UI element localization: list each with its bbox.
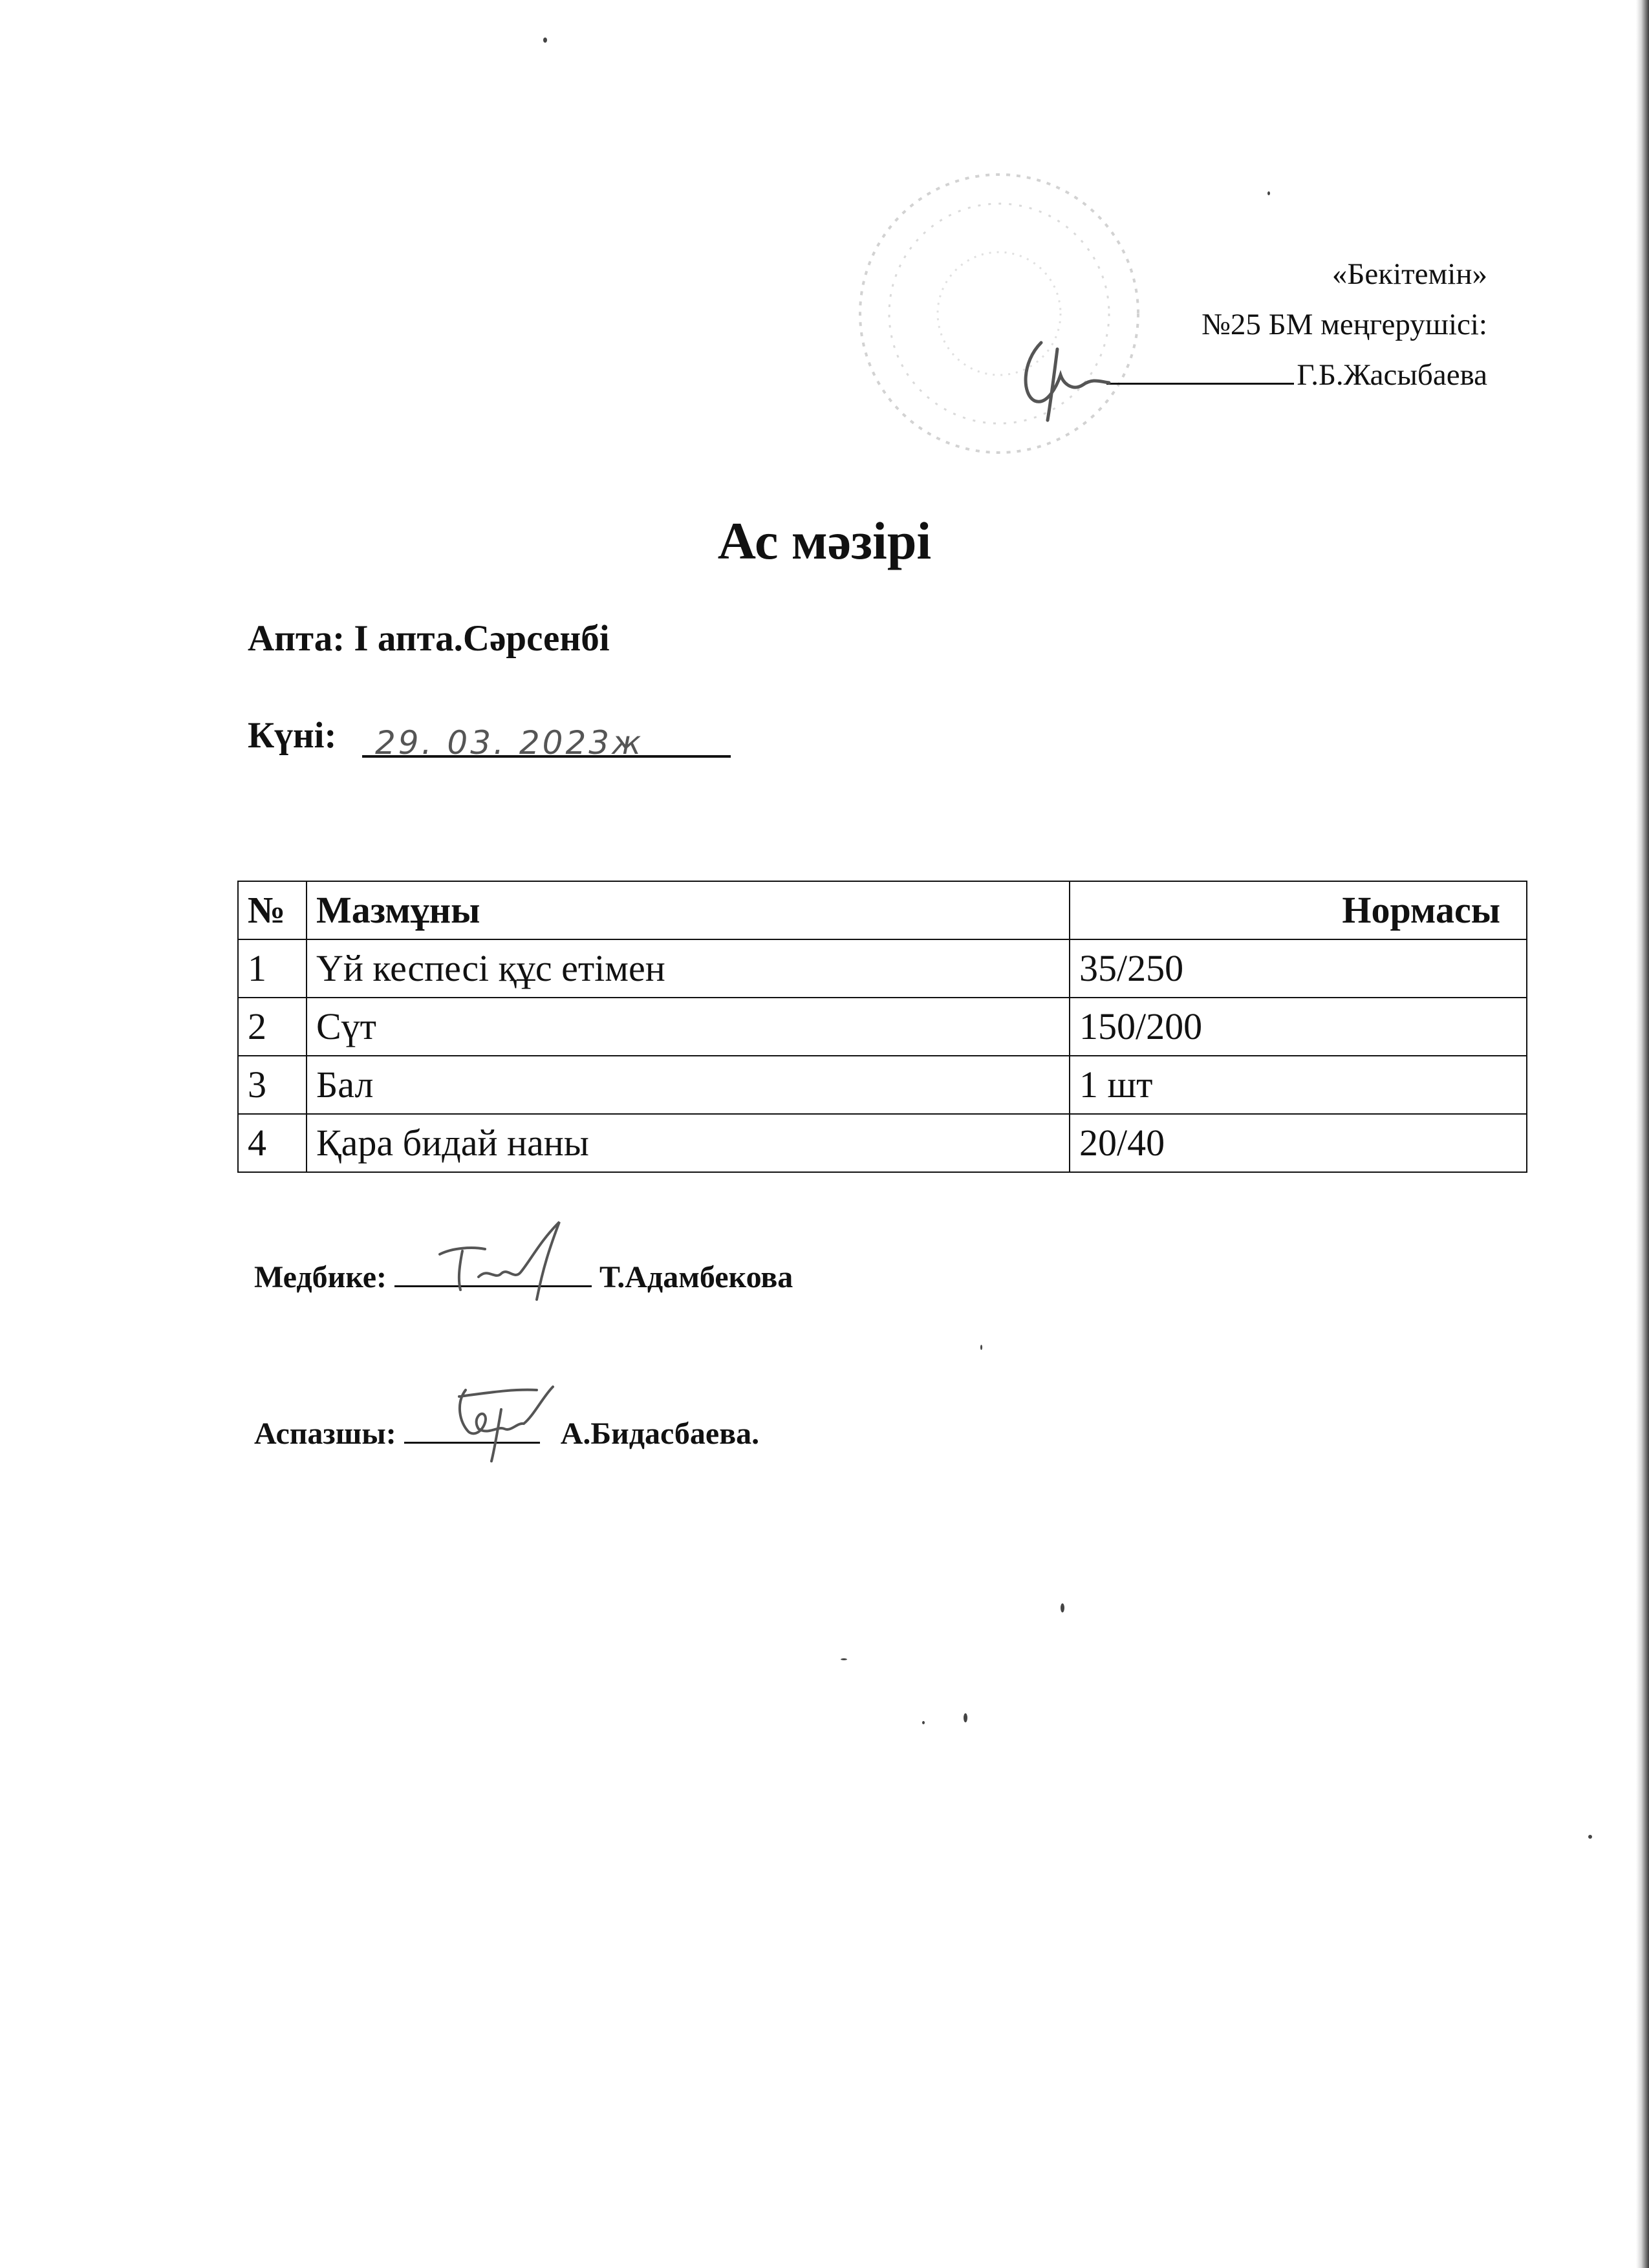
- cook-name: А.Бидасбаева.: [560, 1417, 760, 1451]
- scan-speck: [1267, 191, 1270, 195]
- header-content: Мазмұны: [307, 881, 1070, 939]
- scan-speck: [922, 1721, 925, 1724]
- row-content: Бал: [307, 1056, 1070, 1114]
- approval-heading: «Бекітемін»: [1331, 257, 1487, 291]
- row-number: 3: [238, 1056, 307, 1114]
- scan-speck: [964, 1713, 967, 1722]
- row-number: 4: [238, 1114, 307, 1172]
- scan-speck: [543, 37, 547, 43]
- approval-block: [1035, 249, 1487, 400]
- table-row: [238, 1056, 1527, 1114]
- approval-position: №25 БМ меңгерушісі:: [1201, 308, 1487, 341]
- row-content: Қара бидай наны: [307, 1114, 1070, 1172]
- approval-name: Г.Б.Жасыбаева: [1297, 358, 1487, 392]
- nurse-signature-line: [394, 1280, 592, 1287]
- cook-signature-row: [254, 1416, 759, 1451]
- header-number: №: [238, 881, 307, 939]
- row-norm: 20/40: [1070, 1114, 1527, 1172]
- nurse-name: Т.Адамбекова: [599, 1260, 793, 1294]
- scan-edge-shadow: [1636, 0, 1649, 2268]
- scan-speck: [980, 1345, 982, 1350]
- cook-label: Аспазшы:: [254, 1417, 396, 1451]
- row-content: Үй кеспесі құс етімен: [307, 939, 1070, 998]
- page-title: Ас мәзірі: [717, 511, 932, 570]
- table-row: [238, 1114, 1527, 1172]
- row-norm: 1 шт: [1070, 1056, 1527, 1114]
- nurse-signature-row: [254, 1259, 793, 1295]
- row-norm: 35/250: [1070, 939, 1527, 998]
- date-label: Күні:: [248, 715, 337, 756]
- scan-speck: [1588, 1835, 1592, 1839]
- scan-speck: [1061, 1603, 1064, 1612]
- table-row: [238, 939, 1527, 998]
- week-label: Апта: І апта.Сәрсенбі: [248, 618, 610, 659]
- row-number: 2: [238, 998, 307, 1056]
- header-norm: Нормасы: [1070, 881, 1527, 939]
- date-value: 29. 03. 2023ж: [375, 724, 644, 762]
- approval-signature-line: [1106, 378, 1294, 385]
- nurse-label: Медбике:: [254, 1260, 387, 1294]
- cook-signature-line: [404, 1437, 540, 1444]
- row-number: 1: [238, 939, 307, 998]
- table-row: [238, 998, 1527, 1056]
- scan-speck: [841, 1658, 847, 1660]
- row-norm: 150/200: [1070, 998, 1527, 1056]
- row-content: Сүт: [307, 998, 1070, 1056]
- menu-table: [237, 881, 1527, 1173]
- table-header-row: [238, 881, 1527, 939]
